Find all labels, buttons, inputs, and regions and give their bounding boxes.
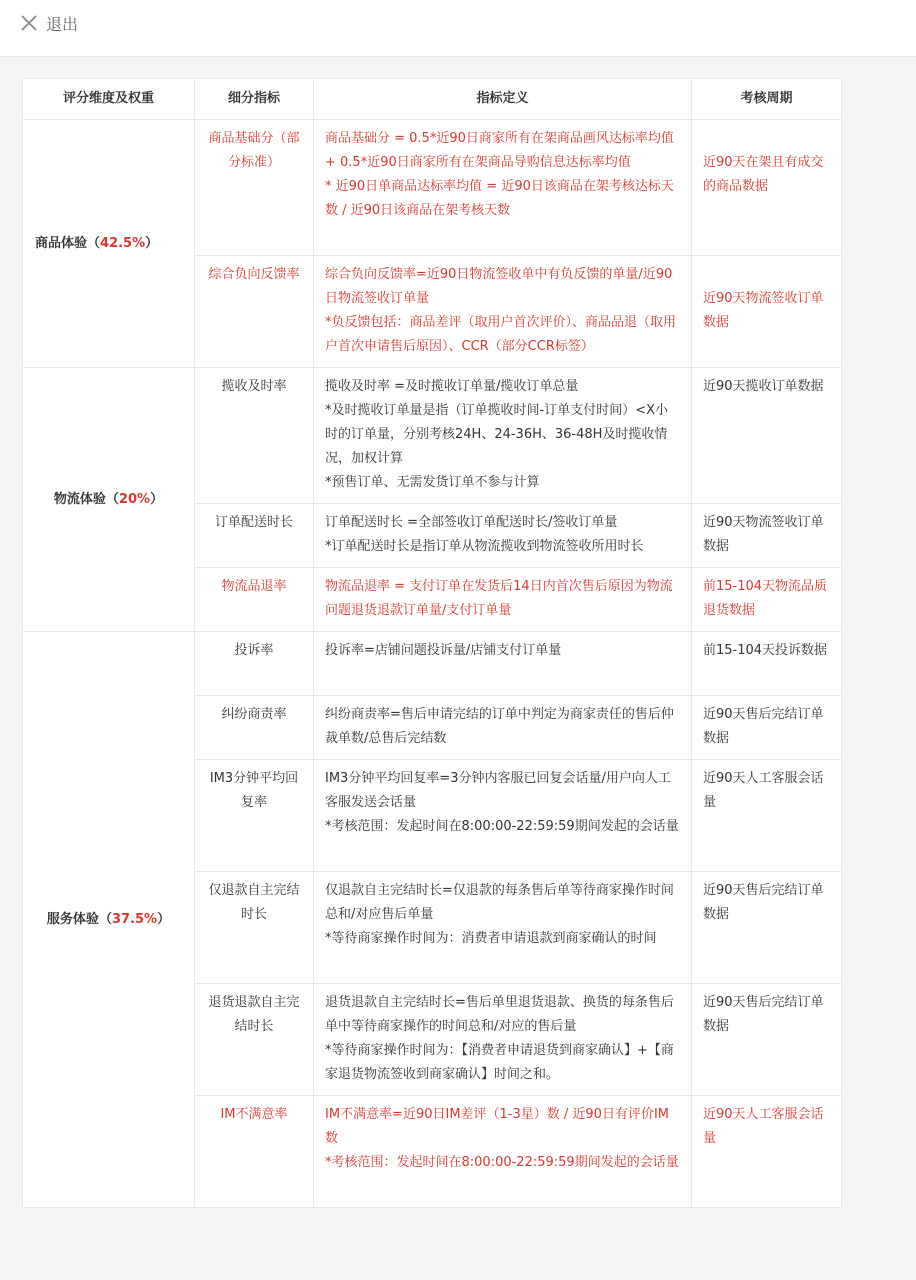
definition-cell bbox=[314, 696, 692, 760]
header-definition: 指标定义 bbox=[314, 79, 692, 120]
definition-line: 揽收及时率 =及时揽收订单量/揽收订单总量 bbox=[325, 379, 579, 394]
definition-cell bbox=[314, 1096, 692, 1208]
dimension-name: 商品体验 bbox=[35, 235, 88, 251]
definition-line: *考核范围：发起时间在8:00:00-22:59:59期间发起的会话量 bbox=[325, 819, 679, 834]
dimension-service: 服务体验（37.5%） bbox=[23, 632, 195, 1208]
definition-line: 纠纷商责率=售后申请完结的订单中判定为商家责任的售后仲裁单数/总售后完结数 bbox=[325, 707, 674, 746]
dimension-logistics: 物流体验（20%） bbox=[23, 368, 195, 632]
score-table bbox=[22, 78, 842, 1208]
metric-cell: 综合负向反馈率 bbox=[195, 256, 314, 368]
definition-line: *等待商家操作时间为：消费者申请退款到商家确认的时间 bbox=[325, 931, 657, 946]
dimension-name: 服务体验 bbox=[46, 911, 99, 927]
top-bar bbox=[0, 0, 916, 57]
metric-cell: 投诉率 bbox=[195, 632, 314, 696]
dimension-weight: 42.5% bbox=[100, 235, 146, 251]
table-row bbox=[23, 632, 842, 696]
definition-line: 退货退款自主完结时长=售后单里退货退款、换货的每条售后单中等待商家操作的时间总和/对应的售后量 bbox=[325, 995, 674, 1034]
definition-cell bbox=[314, 984, 692, 1096]
definition-line: IM不满意率=近90日IM差评（1-3星）数 / 近90日有评价IM数 bbox=[325, 1107, 670, 1146]
dimension-weight: 37.5% bbox=[111, 911, 158, 927]
definition-line: 订单配送时长 =全部签收订单配送时长/签收订单量 bbox=[325, 515, 618, 530]
metric-cell: 纠纷商责率 bbox=[195, 696, 314, 760]
period-cell: 近90天物流签收订单数据 bbox=[692, 504, 842, 568]
definition-line: 物流品退率 = 支付订单在发货后14日内首次售后原因为物流问题退货退款订单量/支付订单量 bbox=[325, 579, 673, 618]
period-cell: 前15-104天投诉数据 bbox=[692, 632, 842, 696]
definition-cell bbox=[314, 368, 692, 504]
definition-line: IM3分钟平均回复率=3分钟内客服已回复会话量/用户向人工客服发送会话量 bbox=[325, 771, 671, 810]
period-cell: 近90天在架且有成交的商品数据 bbox=[692, 120, 842, 256]
period-cell: 近90天人工客服会话量 bbox=[692, 1096, 842, 1208]
header-metric: 细分指标 bbox=[195, 79, 314, 120]
metric-cell: IM3分钟平均回复率 bbox=[195, 760, 314, 872]
dimension-product: 商品体验（42.5%） bbox=[23, 120, 195, 368]
definition-line: *预售订单、无需发货订单不参与计算 bbox=[325, 475, 540, 490]
period-cell: 近90天揽收订单数据 bbox=[692, 368, 842, 504]
definition-cell bbox=[314, 872, 692, 984]
metric-cell: 仅退款自主完结时长 bbox=[195, 872, 314, 984]
period-cell: 前15-104天物流品质退货数据 bbox=[692, 568, 842, 632]
definition-cell bbox=[314, 256, 692, 368]
metric-cell: 订单配送时长 bbox=[195, 504, 314, 568]
period-cell: 近90天物流签收订单数据 bbox=[692, 256, 842, 368]
exit-button[interactable] bbox=[20, 11, 78, 35]
period-cell: 近90天售后完结订单数据 bbox=[692, 696, 842, 760]
metric-cell: 揽收及时率 bbox=[195, 368, 314, 504]
definition-line: 商品基础分 = 0.5*近90日商家所有在架商品画风达标率均值 + 0.5*近90日商家所有在架商品导购信息达标率均值 bbox=[325, 131, 674, 170]
definition-line: *考核范围：发起时间在8:00:00-22:59:59期间发起的会话量 bbox=[325, 1155, 679, 1170]
metric-cell: 退货退款自主完结时长 bbox=[195, 984, 314, 1096]
definition-line: 综合负向反馈率=近90日物流签收单中有负反馈的单量/近90日物流签收订单量 bbox=[325, 267, 673, 306]
metric-cell: 物流品退率 bbox=[195, 568, 314, 632]
header-period: 考核周期 bbox=[692, 79, 842, 120]
dimension-weight: 20% bbox=[118, 491, 151, 507]
definition-line: *负反馈包括：商品差评（取用户首次评价）、商品品退（取用户首次申请售后原因）、CCR（部分CCR标签） bbox=[325, 315, 677, 354]
definition-line: *及时揽收订单量是指（订单揽收时间-订单支付时间）<X小时的订单量，分别考核24H、24-36H、36-48H及时揽收情况，加权计算 bbox=[325, 403, 668, 466]
score-table-container bbox=[22, 78, 841, 1208]
table-row bbox=[23, 368, 842, 504]
period-cell: 近90天售后完结订单数据 bbox=[692, 872, 842, 984]
metric-cell: 商品基础分（部分标准） bbox=[195, 120, 314, 256]
dimension-name: 物流体验 bbox=[53, 491, 106, 507]
definition-line: 仅退款自主完结时长=仅退款的每条售后单等待商家操作时间总和/对应售后单量 bbox=[325, 883, 674, 922]
period-cell: 近90天售后完结订单数据 bbox=[692, 984, 842, 1096]
period-cell: 近90天人工客服会话量 bbox=[692, 760, 842, 872]
definition-line: * 近90日单商品达标率均值 = 近90日该商品在架考核达标天数 / 近90日该商品在架考核天数 bbox=[325, 179, 674, 218]
definition-cell bbox=[314, 568, 692, 632]
definition-line: *订单配送时长是指订单从物流揽收到物流签收所用时长 bbox=[325, 539, 644, 554]
header-dimension: 评分维度及权重 bbox=[23, 79, 195, 120]
table-row bbox=[23, 120, 842, 256]
definition-line: 投诉率=店铺问题投诉量/店铺支付订单量 bbox=[325, 643, 562, 658]
definition-line: *等待商家操作时间为：【消费者申请退货到商家确认】+【商家退货物流签收到商家确认】时间之和。 bbox=[325, 1043, 674, 1082]
definition-cell bbox=[314, 120, 692, 256]
definition-cell bbox=[314, 632, 692, 696]
close-icon bbox=[20, 14, 38, 32]
definition-cell bbox=[314, 504, 692, 568]
metric-cell: IM不满意率 bbox=[195, 1096, 314, 1208]
table-header-row bbox=[23, 79, 842, 120]
exit-label: 退出 bbox=[46, 14, 79, 34]
definition-cell bbox=[314, 760, 692, 872]
